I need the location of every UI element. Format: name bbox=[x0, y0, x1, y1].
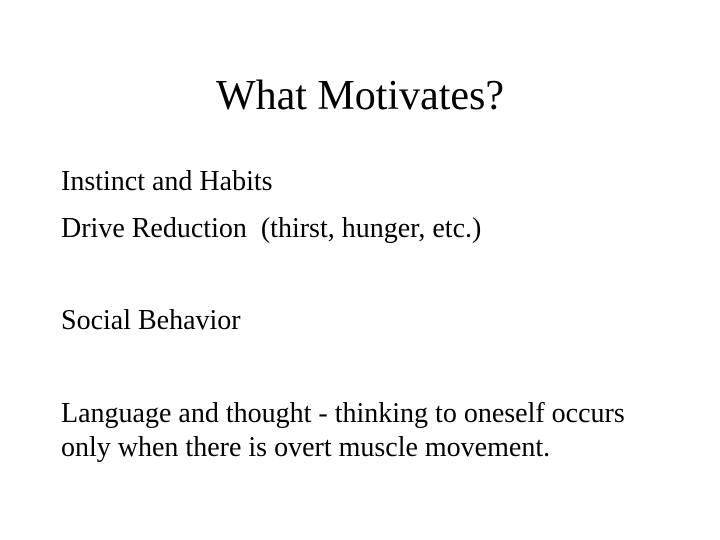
slide-title: What Motivates? bbox=[215, 73, 505, 119]
slide-item-language-and-thought: Language and thought - thinking to oneself occurs only when there is overt muscle movement. bbox=[61, 398, 625, 463]
slide-item-instinct-and-habits: Instinct and Habits bbox=[61, 166, 273, 197]
slide-item-social-behavior: Social Behavior bbox=[61, 305, 241, 336]
slide-item-drive-reduction: Drive Reduction (thirst, hunger, etc.) bbox=[61, 213, 482, 244]
